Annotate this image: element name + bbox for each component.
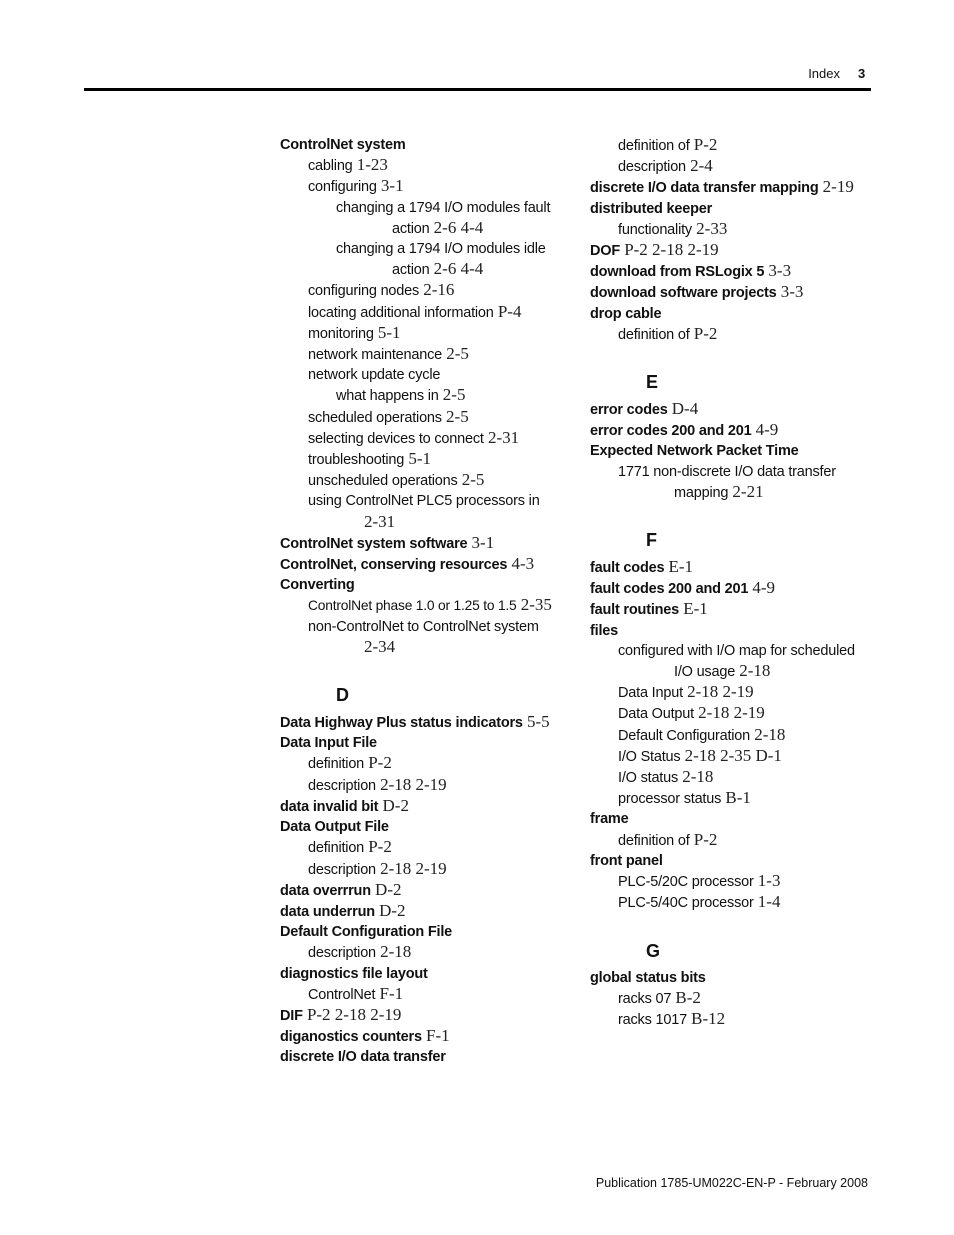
index-continuation: mapping 2-21 (674, 481, 764, 501)
index-subentry: configuring nodes 2-16 (308, 280, 455, 300)
index-entry: Data Output File (280, 819, 389, 836)
index-subentry: definition P-2 (308, 837, 392, 857)
index-subentry: using ControlNet PLC5 processors in (308, 493, 540, 510)
index-subentry: description 2-4 (618, 156, 713, 176)
index-entry: data overrrun D-2 (280, 879, 402, 899)
index-entry: data invalid bit D-2 (280, 795, 409, 815)
index-subentry: selecting devices to connect 2-31 (308, 427, 520, 447)
index-entry: diagnostics file layout (280, 965, 428, 982)
index-subentry: unscheduled operations 2-5 (308, 470, 485, 490)
index-continuation: 2-31 (364, 511, 396, 531)
index-subentry: ControlNet phase 1.0 or 1.25 to 1.5 2-35 (308, 595, 552, 615)
index-entry: frame (590, 811, 629, 828)
index-entry: files (590, 622, 619, 639)
index-subentry: cabling 1-23 (308, 155, 388, 175)
index-subentry: PLC-5/40C processor 1-4 (618, 892, 781, 912)
index-subsubentry: changing a 1794 I/O modules idle (336, 241, 546, 258)
index-entry: DOF P-2 2-18 2-19 (590, 240, 719, 260)
index-entry: discrete I/O data transfer mapping 2-19 (590, 177, 854, 197)
index-subentry: troubleshooting 5-1 (308, 449, 432, 469)
index-continuation: action 2-6 4-4 (392, 259, 484, 279)
index-entry: Data Highway Plus status indicators 5-5 (280, 712, 550, 732)
index-entry: download software projects 3-3 (590, 282, 804, 302)
index-section-letter: D (336, 685, 349, 706)
index-subentry: Data Input 2-18 2-19 (618, 682, 754, 702)
page-number: 3 (858, 66, 866, 81)
index-entry: ControlNet system software 3-1 (280, 532, 495, 552)
publication-footer: Publication 1785-UM022C-EN-P - February 2008 (595, 1176, 868, 1190)
index-entry: data underrun D-2 (280, 900, 406, 920)
index-subentry: scheduled operations 2-5 (308, 406, 469, 426)
index-entry: global status bits (590, 969, 706, 986)
index-subentry: ControlNet F-1 (308, 983, 404, 1003)
index-entry: error codes D-4 (590, 399, 699, 419)
index-entry: fault codes 200 and 201 4-9 (590, 578, 776, 598)
index-continuation: I/O usage 2-18 (674, 661, 771, 681)
index-subentry: description 2-18 2-19 (308, 858, 447, 878)
index-subentry: monitoring 5-1 (308, 322, 401, 342)
index-entry: download from RSLogix 5 3-3 (590, 261, 792, 281)
index-entry: discrete I/O data transfer (280, 1049, 446, 1066)
index-entry: Expected Network Packet Time (590, 443, 799, 460)
index-subentry: description 2-18 (308, 942, 412, 962)
index-subentry: description 2-18 2-19 (308, 774, 447, 794)
index-subentry: Data Output 2-18 2-19 (618, 703, 765, 723)
index-section-letter: G (646, 940, 661, 961)
index-subentry: definition of P-2 (618, 135, 718, 154)
index-continuation: action 2-6 4-4 (392, 217, 484, 237)
index-subentry: PLC-5/20C processor 1-3 (618, 871, 781, 891)
index-subsubentry: what happens in 2-5 (336, 385, 466, 405)
index-subentry: I/O status 2-18 (618, 767, 714, 787)
index-subentry: configured with I/O map for scheduled (618, 642, 855, 659)
index-entry: drop cable (590, 305, 662, 322)
index-subentry: locating additional information P-4 (308, 301, 522, 321)
index-entry: error codes 200 and 201 4-9 (590, 420, 779, 440)
index-entry: front panel (590, 852, 663, 869)
index-subentry: Default Configuration 2-18 (618, 724, 786, 744)
index-entry: fault codes E-1 (590, 557, 694, 577)
index-subentry: processor status B-1 (618, 788, 751, 808)
index-subsubentry: changing a 1794 I/O modules fault (336, 199, 551, 216)
header-rule (84, 88, 871, 91)
index-section-letter: F (646, 530, 657, 551)
index-entry: DIF P-2 2-18 2-19 (280, 1004, 402, 1024)
index-subentry: configuring 3-1 (308, 176, 404, 196)
index-subentry: functionality 2-33 (618, 218, 728, 238)
index-subentry: I/O Status 2-18 2-35 D-1 (618, 745, 782, 765)
index-entry: distributed keeper (590, 200, 713, 217)
index-entry: ControlNet system (280, 137, 406, 153)
index-subentry: racks 07 B-2 (618, 987, 701, 1007)
index-subentry: definition of P-2 (618, 323, 718, 343)
index-entry: Data Input File (280, 735, 377, 752)
index-entry: ControlNet, conserving resources 4-3 (280, 554, 535, 574)
index-entry: diganostics counters F-1 (280, 1026, 450, 1046)
header-section-label: Index (808, 66, 840, 81)
index-subentry: racks 1017 B-12 (618, 1008, 726, 1028)
index-entry: Default Configuration File (280, 924, 453, 941)
index-subentry: definition P-2 (308, 753, 392, 773)
index-column-1 (280, 135, 570, 1068)
index-section-letter: E (646, 372, 659, 393)
index-subentry: network maintenance 2-5 (308, 344, 469, 364)
index-entry: fault routines E-1 (590, 599, 708, 619)
index-subentry: 1771 non-discrete I/O data transfer (618, 463, 836, 480)
index-entry: Converting (280, 577, 355, 594)
index-subentry: non-ControlNet to ControlNet system (308, 618, 539, 635)
index-column-2 (590, 135, 880, 1030)
index-continuation: 2-34 (364, 636, 396, 656)
index-subentry: network update cycle (308, 367, 441, 384)
index-subentry: definition of P-2 (618, 829, 718, 849)
